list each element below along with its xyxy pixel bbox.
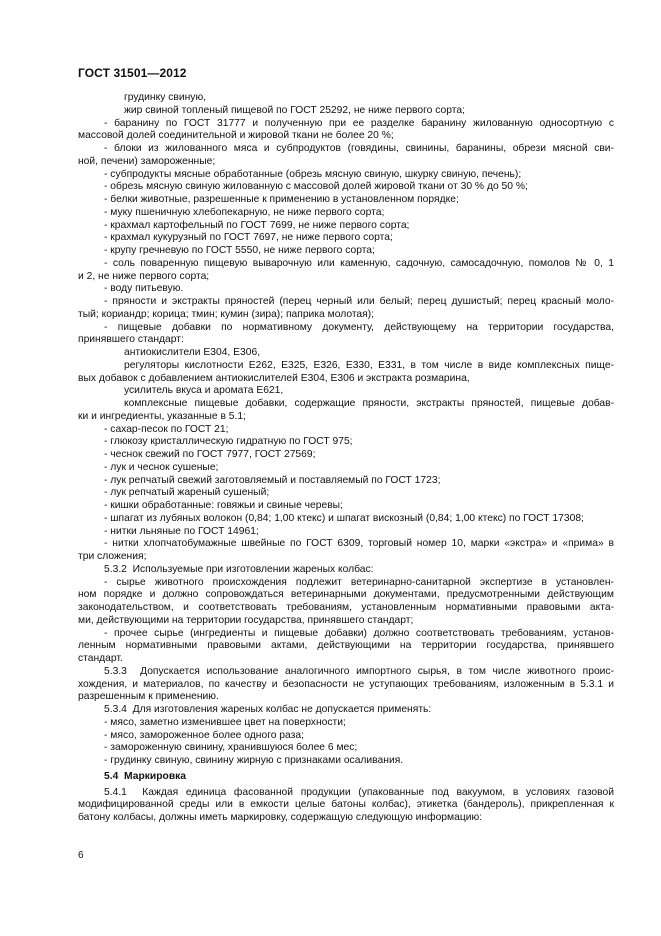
text-line: ном порядке и должно сопровождаться ветеринарными документами, предусмотренными действующим (78, 589, 614, 601)
list-item: - обрезь мясную свиную жилованную с массовой долей жировой ткани от 30 % до 50 %; (104, 181, 528, 193)
list-item: - замороженную свинину, хранившуюся более 6 мес; (104, 742, 358, 754)
list-item: - чеснок свежий по ГОСТ 7977, ГОСТ 27569; (104, 449, 316, 460)
text-line: ной, печени) замороженные; (78, 155, 216, 167)
list-item: - кишки обработанные: говяжьи и свиные черевы; (104, 500, 343, 511)
list-item: - воду питьевую. (104, 283, 184, 295)
text-line: ки и ингредиенты, указанные в 5.1; (78, 410, 246, 422)
list-item: - крахмал кукурузный по ГОСТ 7697, не ниже первого сорта; (104, 232, 393, 244)
subsection-paragraph: 5.3.3 Допускается использование аналогичного импортного сырья, в том числе животного проис- (104, 665, 614, 677)
text-line: тый; кориандр; корица; тмин; кумин (зира); паприка молотая); (78, 308, 375, 320)
list-item: - крахмал картофельный по ГОСТ 7699, не ниже первого сорта; (104, 219, 410, 231)
list-item: - лук репчатый свежий заготовляемый и поставляемый по ГОСТ 1723; (104, 474, 441, 486)
section-heading: 5.4 Маркировка (104, 770, 187, 782)
list-item: - субпродукты мясные обработанные (обрезь мясную свиную, шкурку свиную, печень); (104, 168, 522, 180)
page-header: ГОСТ 31501—2012 (78, 66, 187, 80)
list-item: - белки животные, разрешенные к применению в установленном порядке; (104, 194, 459, 205)
list-item: - пищевые добавки по нормативному документу, действующему на территории государства, (104, 321, 614, 333)
text-line: антиокислители Е304, Е306, (124, 347, 261, 358)
page-number: 6 (78, 850, 84, 861)
text-line: законодательством, и соответствовать требованиям, установленным нормативными правовыми акта- (78, 602, 614, 613)
text-line: батону колбасы, должны иметь маркировку, содержащую следующую информацию: (78, 812, 483, 823)
text-line: грудинку свиную, (124, 92, 207, 103)
text-line: регуляторы кислотности Е262, Е325, Е326, Е330, Е331, в том числе в виде комплексных пище- (124, 359, 614, 371)
list-item: - прочее сырье (ингредиенты и пищевые добавки) должно соответствовать требованиям, установ- (104, 627, 614, 639)
list-item: - сырье животного происхождения подлежит ветеринарно-санитарной экспертизе в установлен- (104, 576, 614, 588)
text-line: ми, действующими на территории государства, принявшего стандарт; (78, 614, 414, 626)
list-item: - лук репчатый жареный сушеный; (104, 487, 270, 499)
list-item: - мясо, заметно изменившее цвет на поверхности; (104, 716, 346, 728)
text-line: и 2, не ниже первого сорта; (78, 270, 210, 282)
list-item: - лук и чеснок сушеные; (104, 461, 219, 473)
list-item: - грудинку свиную, свинину жирную с признаками осаливания. (104, 755, 404, 766)
text-line: жир свиной топленый пищевой по ГОСТ 25292, не ниже первого сорта; (124, 104, 465, 116)
text-line: - блоки из жилованного мяса и субпродуктов (говядины, свинины, баранины, обрези мясной сви- (104, 143, 614, 154)
list-item: - мясо, замороженное более одного раза; (104, 729, 304, 741)
text-line: хождения, и материалов, по качеству и безопасности не уступающих требованиям, изложенным в 5.3.1 и (78, 678, 614, 690)
text-line: модифицированной среды или в емкости целые батоны колбас), этикетка (бандероль), прикрепленная к (78, 799, 614, 811)
text-line: комплексные пищевые добавки, содержащие пряности, экстракты пряностей, пищевые добав- (124, 398, 614, 409)
subsection-heading: 5.3.4 Для изготовления жареных колбас не допускается применять: (104, 704, 432, 715)
text-line: разрешенным к применению. (78, 691, 219, 703)
list-item: - пряности и экстракты пряностей (перец черный или белый; перец душистый; перец красный моло- (104, 296, 614, 307)
document-body (78, 92, 614, 825)
list-item: - шпагат из лубяных волокон (0,84; 1,00 ктекс) и шпагат вискозный (0,84; 1,00 ктекс) по ГОСТ 17308; (104, 512, 584, 524)
list-item: - крупу гречневую по ГОСТ 5550, не ниже первого сорта; (104, 245, 375, 256)
text-line: три сложения; (78, 551, 147, 562)
text-line: массовой долей соединительной и жировой ткани не более 20 %; (78, 130, 394, 142)
list-item: - муку пшеничную хлебопекарную, не ниже первого сорта; (104, 206, 385, 218)
list-item: - глюкозу кристаллическую гидратную по ГОСТ 975; (104, 436, 353, 448)
text-line: усилитель вкуса и аромата Е621, (124, 385, 284, 397)
subsection-paragraph: 5.4.1 Каждая единица фасованной продукции (упакованные под вакуумом, в условиях газовой (104, 786, 614, 798)
subsection-heading: 5.3.2 Используемые при изготовлении жареных колбас: (104, 563, 374, 575)
list-item: - нитки хлопчатобумажные швейные по ГОСТ 6309, торговый номер 10, марки «экстра» и «прима» в (104, 538, 614, 550)
text-line: стандарт. (78, 653, 123, 664)
list-item: - сахар-песок по ГОСТ 21; (104, 423, 229, 435)
text-line: - баранину по ГОСТ 31777 и полученную при ее разделке баранину жилованную односортную с (104, 117, 614, 129)
list-item: - нитки льняные по ГОСТ 14961; (104, 525, 259, 537)
text-line: принявшего стандарт: (78, 334, 184, 346)
text-line: ленным нормативными правовыми актами, действующими на территории государства, принявшего (78, 640, 614, 652)
list-item: - соль поваренную пищевую выварочную или каменную, садочную, самосадочную, помолов № 0, 1 (104, 257, 614, 269)
text-line: вых добавок с добавлением антиокислителей Е304, Е306 и экстракта розмарина, (78, 372, 470, 384)
